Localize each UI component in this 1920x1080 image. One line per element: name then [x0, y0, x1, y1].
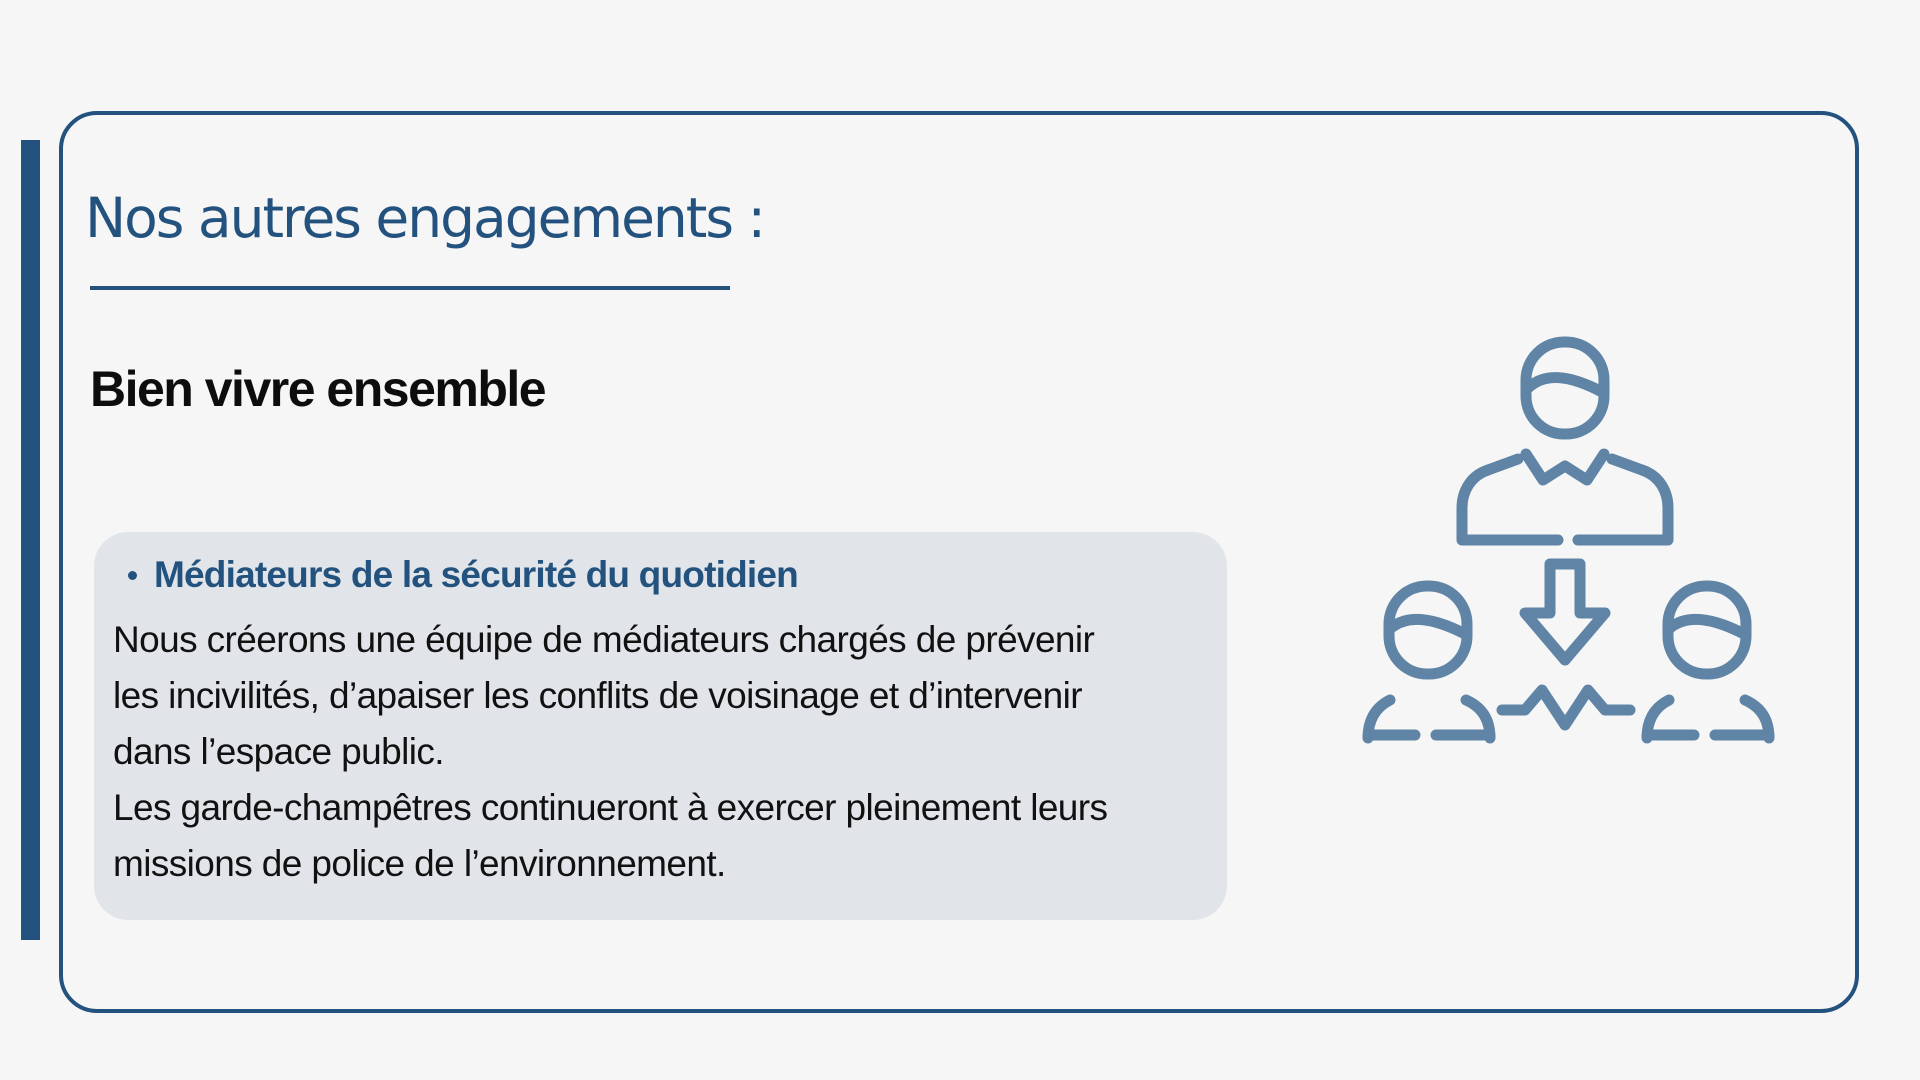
section-subtitle: Bien vivre ensemble	[90, 361, 546, 417]
engagement-card	[94, 532, 1227, 920]
right-person-body-left	[1647, 700, 1694, 738]
page-title: Nos autres engagements :	[85, 186, 765, 250]
mediation-people-icon	[1360, 330, 1780, 750]
left-person-body-right	[1436, 700, 1490, 738]
left-person-hair	[1391, 619, 1465, 634]
card-body-text	[113, 612, 1213, 892]
title-underline	[90, 286, 730, 290]
bullet-title: Médiateurs de la sécurité du quotidien	[154, 554, 798, 595]
arrow-down	[1525, 564, 1605, 660]
body-line: Les garde-champêtres continueront à exercer pleinement leurs	[113, 787, 1108, 828]
top-person-hair	[1528, 377, 1602, 392]
right-person-body-right	[1715, 700, 1769, 738]
left-person-body-left	[1368, 700, 1415, 738]
body-line: les incivilités, d’apaiser les conflits de voisinage et d’intervenir	[113, 675, 1082, 716]
right-person-hair	[1670, 619, 1744, 634]
body-line: dans l’espace public.	[113, 731, 444, 772]
body-line: Nous créerons une équipe de médiateurs chargés de prévenir	[113, 619, 1095, 660]
bullet-dot-icon	[128, 571, 137, 580]
top-person-collar	[1526, 454, 1604, 480]
accent-side-bar	[21, 140, 40, 940]
bullet-item	[128, 554, 798, 596]
mediation-zigzag	[1502, 690, 1630, 725]
body-line: missions de police de l’environnement.	[113, 843, 726, 884]
